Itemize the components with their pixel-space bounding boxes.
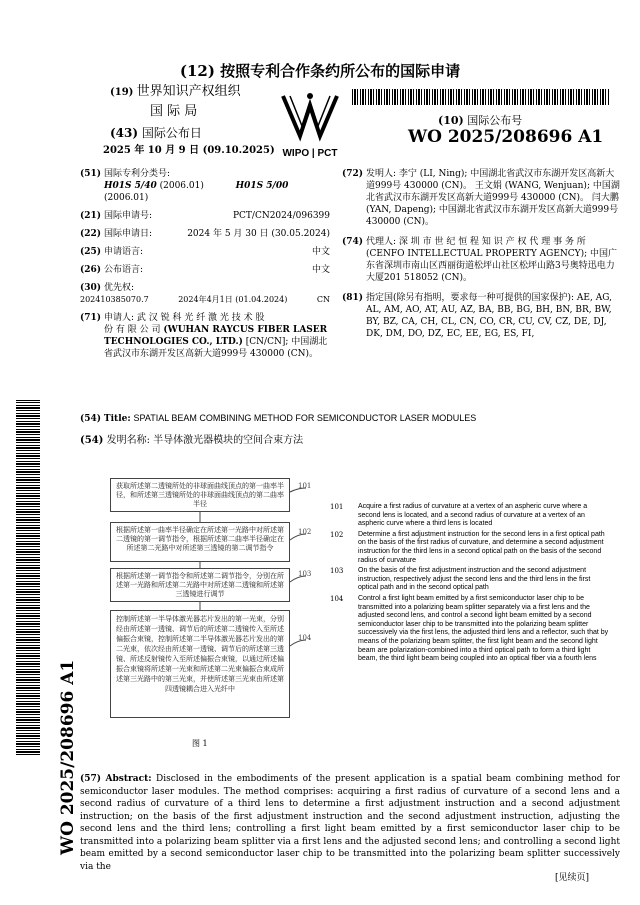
pubnum-label: 国际公布号 — [467, 114, 523, 127]
flow-connectors — [80, 470, 320, 730]
field-81: (81) 指定国(除另有指明，要求每一种可提供的国家保护): AE, AG, AL, AM, AO, AT, AU, AZ, BA, BB, BG, BH, BN, BR, BW, BY, BZ, CA, CH, CL, CN, CO, CR, CU, CV, CZ, DE, DJ, DK, DM, DO, DZ, EC, EE, EG, ES, FI, — [342, 293, 612, 339]
side-barcode — [16, 400, 40, 755]
org-code: (19) — [110, 87, 134, 98]
org-block — [110, 85, 241, 99]
title-en: (54) Title: SPATIAL BEAM COMBINING METHOD FOR SEMICONDUCTOR LASER MODULES — [80, 413, 477, 424]
right-fields — [342, 168, 622, 340]
flow-label-104: 104 — [298, 634, 312, 642]
top-barcode — [352, 89, 610, 105]
figure-caption: 图 1 — [192, 739, 208, 748]
flow-label-101: 101 — [298, 482, 312, 490]
pubdate-label: 国际公布日 — [141, 126, 202, 140]
publication-number: WO 2025/208696 A1 — [408, 127, 604, 147]
flow-step-102: 根据所述第一曲率半径确定在所述第一光路中对所述第二透镜的第一调节指令，根据所述第二曲率半径确定在所述第二光路中对所述第三透镜的第二调节指令 — [110, 522, 290, 562]
field-22: (22) 国际申请日: 2024 年 5 月 30 日 (30.05.2024) — [80, 229, 330, 239]
field-51: (51) 国际专利分类号: — [80, 169, 171, 179]
field-30-priority: 202410385070.7 2024年4月1日 (01.04.2024) CN — [80, 295, 330, 304]
wipo-logo — [275, 86, 345, 161]
flow-step-104: 控制所述第一半导体激光器芯片发出的第一光束，分别经由所述第一透镜、调节后的所述第二透镜传入至所述偏振合束镜，控制所述第二半导体激光器芯片发出的第二光束，依次经由所述第一透镜、调节后的所述第三透镜、所述反射镜传入至所述偏振合束镜，以通过所述偏振合束镜将所述第一光束和所述第二光束偏振合束成所述第三光路中的第三光束，并使所述第三光束由所述第四透镜耦合进入光纤中 — [110, 610, 290, 718]
abstract-text: Disclosed in the embodiments of the present application is a spatial beam combining method for semiconductor laser modules. The method comprises: acquiring a first radius of curvature of a second lens and a second radius of curvature of a third lens to determine a first adjustment instruction and a second adjustment instruction; on the basis of the first adjustment instruction and the second adjustment instruction, adjusting the second lens and the third lens; controlling a first light beam emitted by a first semiconductor laser chip to be transmitted into a polarizing beam splitter via a first lens and the adjusted second lens; and controlling a second light beam emitted by a second semiconductor laser chip to be transmitted into the polarizing beam splitter successively via the — [80, 774, 620, 872]
title-zh: (54) 发明名称: 半导体激光器模块的空间合束方法 — [80, 435, 304, 446]
wipo-emblem-icon — [275, 86, 345, 146]
org-bureau: 国 际 局 — [150, 104, 198, 119]
pubdate-code: (43) — [110, 126, 139, 140]
field-25: (25) 申请语言: 中文 — [80, 247, 330, 257]
left-fields — [80, 168, 330, 360]
side-publication-number: WO 2025/208696 A1 — [58, 659, 78, 855]
desc-item-102: 102 Determine a first adjustment instruction for the second lens in a first optical path on the basis of the first radius of curvature, and determine a second adjustment instruction for the third lens in a second optical path on the basis of the second radius of curvature — [330, 530, 605, 564]
pubdate-block — [110, 124, 202, 141]
pubnum-code: (10) — [438, 114, 464, 127]
field-74: (74) 代理人: 深 圳 市 世 纪 恒 程 知 识 产 权 代 理 事 务 所 (CENFO INTELLECTUAL PROPERTY AGENCY); 中国广东省深圳市南山区西丽街道松坪山社区松坪山路3号奥特迅电力大厦201 518052 (CN)。 — [342, 237, 618, 283]
field-71: (71) 申请人: 武 汉 锐 科 光 纤 激 光 技 术 股 份 有 限 公 司 (WUHAN RAYCUS FIBER LASER TECHNOLOGIES CO., LTD.) [CN/CN]; 中国湖北省武汉市东湖开发区高新大道999号 430000 (CN)。 — [80, 313, 328, 359]
flow-label-103: 103 — [298, 570, 312, 578]
field-72: (72) 发明人: 李宁 (LI, Ning); 中国湖北省武汉市东湖开发区高新大道999号 430000 (CN)。 王文娟 (WANG, Wenjuan); 中国湖北省武汉市东湖开发区高新大道999号 430000 (CN)。 闫大鹏 (YAN, Dapeng); 中国湖北省武汉市东湖开发区高新大道999号 430000 (CN)。 — [342, 169, 620, 227]
figure-description — [330, 503, 610, 664]
pubdate-value: 2025 年 10 月 9 日 (09.10.2025) — [103, 145, 275, 156]
desc-item-104: 104 Control a first light beam emitted by a first semiconductor laser chip to be transmitted into a polarizing beam splitter separately via a first lens and the adjusted second lens, and control a second light beam emitted by a second semiconductor laser chip to be transmitted into the polarizing beam splitter successively via the first lens, the adjusted third lens and a reflector, such that by means of the polarizing beam splitter, the first light beam and the second light beam are polarization-combined into a third optical path to form a third light beam, the third light beam being coupled into an optical fiber via a fourth lens — [330, 594, 609, 663]
field-21: (21) 国际申请号: PCT/CN2024/096399 — [80, 211, 330, 221]
desc-item-101: 101 Acquire a first radius of curvature at a vertex of an aspheric curve where a second lens is located, and a second radius of curvature at a vertex of an aspheric curve where a third lens is located — [330, 503, 588, 528]
pubnum-label-block — [438, 112, 522, 128]
continued-note: [见续页] — [555, 873, 590, 883]
wipo-logo-text: WIPO | PCT — [282, 148, 338, 159]
flowchart-figure — [80, 470, 320, 770]
flow-label-102: 102 — [298, 528, 312, 536]
document-type-title: (12) 按照专利合作条约所公布的国际申请 — [179, 62, 461, 80]
org-name: 世界知识产权组织 — [136, 84, 241, 99]
field-30: (30) 优先权: — [80, 283, 135, 293]
abstract: (57) Abstract: Disclosed in the embodiments of the present application is a spatial beam combining method for semiconductor laser modules. The method comprises: acquiring a first radius of curvature of a second lens and a second radius of curvature of a third lens to determine a first adjustment instruction and a second adjustment instruction; on the basis of the first adjustment instruction and the second adjustment instruction, adjusting the second lens and the third lens; controlling a first light beam emitted by a first semiconductor laser chip to be transmitted into a polarizing beam splitter via a first lens and the adjusted second lens; and controlling a second light beam emitted by a second semiconductor laser chip to be transmitted into the polarizing beam splitter successively via the — [80, 774, 620, 872]
field-51-classes: H01S 5/40 (2006.01) H01S 5/00 (2006.01) — [104, 181, 289, 203]
field-26: (26) 公布语言: 中文 — [80, 265, 330, 275]
desc-item-103: 103 On the basis of the first adjustment instruction and the second adjustment instruction, respectively adjust the second lens and the third lens in the first optical path and in the second optical path — [330, 567, 591, 592]
flow-step-101: 获取所述第二透镜所处的非球面曲线顶点的第一曲率半径，和所述第三透镜所处的非球面曲线顶点的第二曲率半径 — [110, 478, 290, 512]
flow-step-103: 根据所述第一调节指令和所述第二调节指令，分别在所述第一光路和所述第二光路中对所述第二透镜和所述第三透镜进行调节 — [110, 568, 290, 602]
